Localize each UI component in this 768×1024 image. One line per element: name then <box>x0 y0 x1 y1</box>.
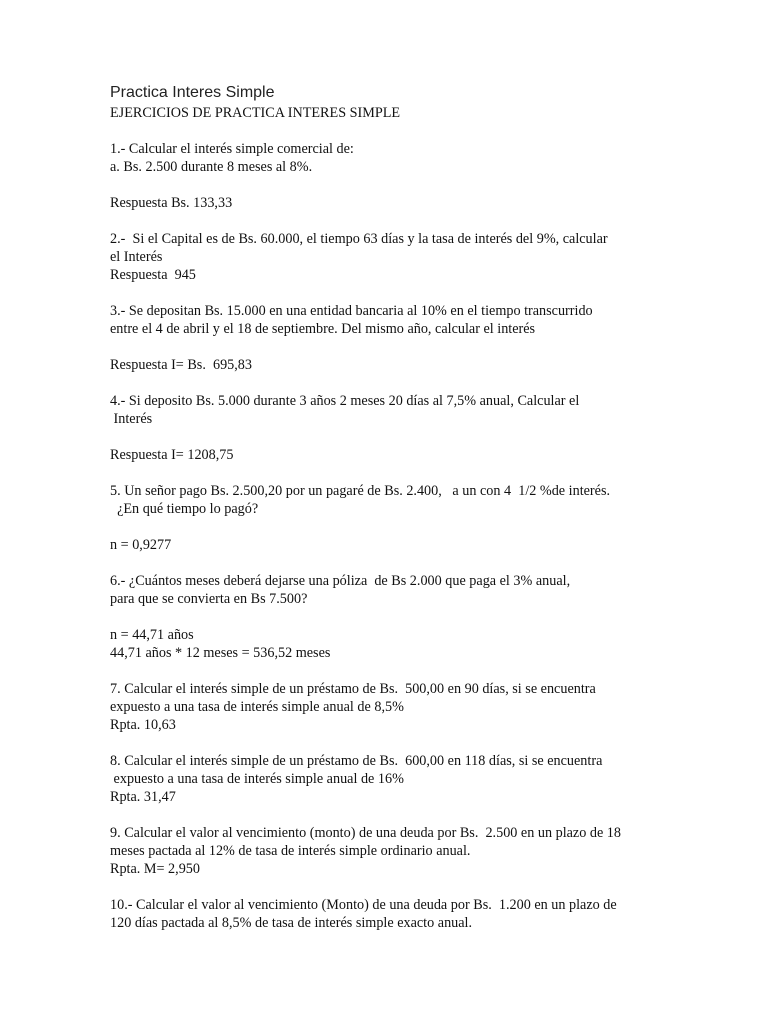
blank-line <box>110 878 710 896</box>
text-line: 9. Calcular el valor al vencimiento (monto) de una deuda por Bs. 2.500 en un plazo de 18 <box>110 825 621 841</box>
text-line: Rpta. 31,47 <box>110 789 176 805</box>
text-line: el Interés <box>110 249 163 265</box>
text-line: meses pactada al 12% de tasa de interés simple ordinario anual. <box>110 843 471 859</box>
blank-line <box>110 122 710 140</box>
text-line: 6.- ¿Cuántos meses deberá dejarse una póliza de Bs 2.000 que paga el 3% anual, <box>110 573 571 589</box>
blank-line <box>110 428 710 446</box>
blank-line <box>110 284 710 302</box>
blank-line <box>110 554 710 572</box>
exercise-lines <box>110 122 710 932</box>
blank-line <box>110 608 710 626</box>
text-line: 4.- Si deposito Bs. 5.000 durante 3 años 2 meses 20 días al 7,5% anual, Calcular el <box>110 393 580 409</box>
text-line: 7. Calcular el interés simple de un préstamo de Bs. 500,00 en 90 días, si se encuentra <box>110 681 596 697</box>
text-line: 8. Calcular el interés simple de un préstamo de Bs. 600,00 en 118 días, si se encuentra <box>110 753 603 769</box>
text-line: 10.- Calcular el valor al vencimiento (Monto) de una deuda por Bs. 1.200 en un plazo de <box>110 897 617 913</box>
document-title: Practica Interes Simple <box>110 84 275 101</box>
document-body <box>110 104 710 932</box>
blank-line <box>110 338 710 356</box>
text-line: Rpta. M= 2,950 <box>110 861 200 877</box>
text-line: 1.- Calcular el interés simple comercial de: <box>110 141 354 157</box>
blank-line <box>110 374 710 392</box>
text-line: 5. Un señor pago Bs. 2.500,20 por un pagaré de Bs. 2.400, a un con 4 1/2 %de interés. <box>110 483 611 499</box>
text-line: 44,71 años * 12 meses = 536,52 meses <box>110 645 331 661</box>
blank-line <box>110 176 710 194</box>
blank-line <box>110 518 710 536</box>
text-line: ¿En qué tiempo lo pagó? <box>110 501 259 517</box>
text-line: para que se convierta en Bs 7.500? <box>110 591 308 607</box>
text-line: Interés <box>110 411 153 427</box>
text-line: a. Bs. 2.500 durante 8 meses al 8%. <box>110 159 313 175</box>
text-line: Respuesta Bs. 133,33 <box>110 195 233 211</box>
text-line: Respuesta 945 <box>110 267 196 283</box>
text-line: entre el 4 de abril y el 18 de septiembre. Del mismo año, calcular el interés <box>110 321 536 337</box>
blank-line <box>110 662 710 680</box>
blank-line <box>110 734 710 752</box>
text-line: 3.- Se depositan Bs. 15.000 en una entidad bancaria al 10% en el tiempo transcurrido <box>110 303 593 319</box>
document-subtitle: EJERCICIOS DE PRACTICA INTERES SIMPLE <box>110 105 401 121</box>
text-line: Respuesta I= Bs. 695,83 <box>110 357 252 373</box>
text-line: n = 0,9277 <box>110 537 172 553</box>
text-line: Respuesta I= 1208,75 <box>110 447 234 463</box>
text-line: expuesto a una tasa de interés simple anual de 8,5% <box>110 699 404 715</box>
text-line: 120 días pactada al 8,5% de tasa de interés simple exacto anual. <box>110 915 473 931</box>
text-line: n = 44,71 años <box>110 627 194 643</box>
text-line: 2.- Si el Capital es de Bs. 60.000, el tiempo 63 días y la tasa de interés del 9%, calcular <box>110 231 608 247</box>
text-line: Rpta. 10,63 <box>110 717 176 733</box>
blank-line <box>110 806 710 824</box>
blank-line <box>110 464 710 482</box>
text-line: expuesto a una tasa de interés simple anual de 16% <box>110 771 404 787</box>
blank-line <box>110 212 710 230</box>
